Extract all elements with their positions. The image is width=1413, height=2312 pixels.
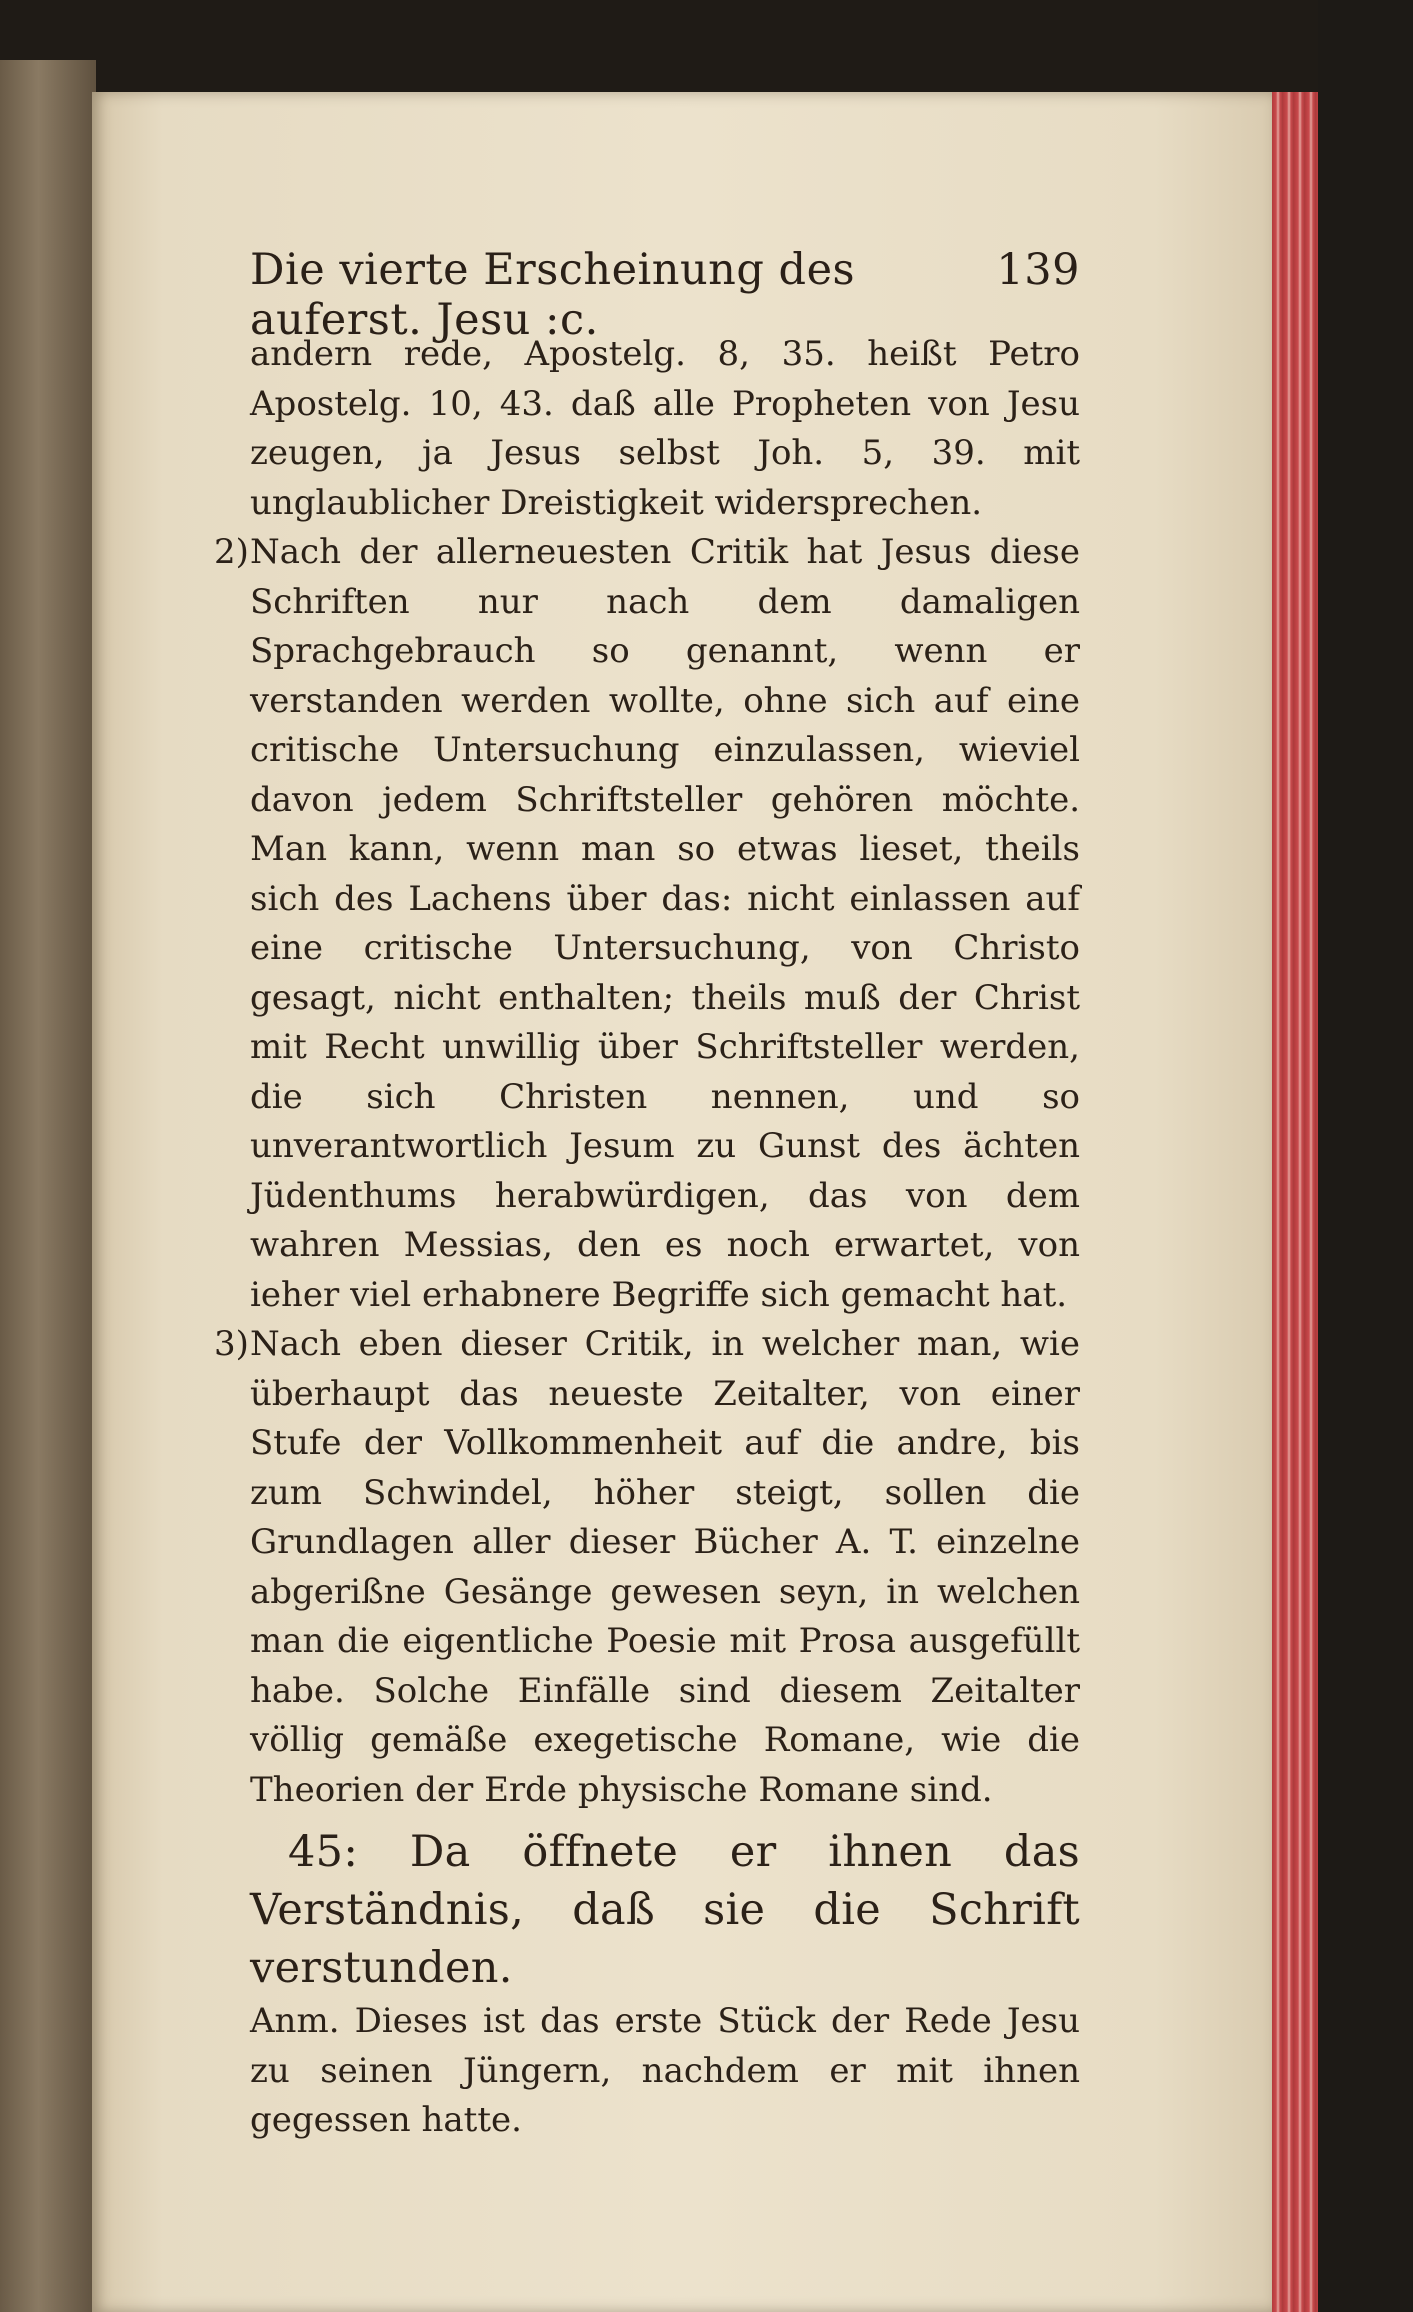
red-page-edges [1272,92,1318,2312]
scan-background-right [1318,0,1413,2312]
annotation [250,1997,1080,2146]
page-header-title: Die vierte Erscheinung des auferst. Jesu :c. [250,245,856,345]
page-number: 139 [996,245,1080,295]
paragraph-text: Nach der allerneuesten Critik hat Jesus diese Schriften nur nach dem damaligen Sprachgebrauch so genannt, wenn er verstanden werden wollte, ohne sich auf eine critische Untersuchung einzulassen, wieviel davon jedem Schriftsteller gehören möchte. Man kann, wenn man so etwas lieset, theils sich des Lachens über das: nicht einlassen auf eine critische Untersuchung, von Christo gesagt, nicht enthalten; theils muß der Christ mit Recht unwillig über Schriftsteller werden, die sich Christen nennen, und so unverantwortlich Jesum zu Gunst des ächten Jüdenthums herabwürdigen, das von dem wahren Messias, den es noch erwartet, von ieher viel erhabnere Begriffe sich gemacht hat. [250,532,1080,1315]
numbered-paragraph-3 [214,1320,1080,1815]
paragraph-number: 3) [214,1324,249,1364]
page-body [214,330,1080,2146]
paragraph-continuation: andern rede, Apostelg. 8, 35. heißt Petro Apostelg. 10, 43. daß alle Propheten von Jesu zeugen, ja Jesus selbst Joh. 5, 39. mit unglaublicher Dreistigkeit widersprechen. [250,334,1080,523]
annotation-label: Anm. [250,2001,340,2041]
annotation-text: Dieses ist das erste Stück der Rede Jesu zu seinen Jüngern, nachdem er mit ihnen gegessen hatte. [250,2001,1080,2140]
paragraph-text: Nach eben dieser Critik, in welcher man, wie überhaupt das neueste Zeitalter, von einer Stufe der Vollkommenheit auf die andre, bis zum Schwindel, höher steigt, sollen die Grundlagen aller dieser Bücher A. T. einzelne abgerißne Gesänge gewesen seyn, in welchen man die eigentliche Poesie mit Prosa ausgefüllt habe. Solche Einfälle sind diesem Zeitalter völlig gemäße exegetische Romane, wie die Theorien der Erde physische Romane sind. [250,1324,1080,1810]
numbered-paragraph-2 [214,528,1080,1320]
paragraph-number: 2) [214,532,249,572]
scan-background-top [0,0,1318,92]
bible-verse: 45: Da öffnete er ihnen das Verständnis, daß sie die Schrift verstunden. [250,1827,1080,1993]
facing-page-edge [0,60,96,2312]
